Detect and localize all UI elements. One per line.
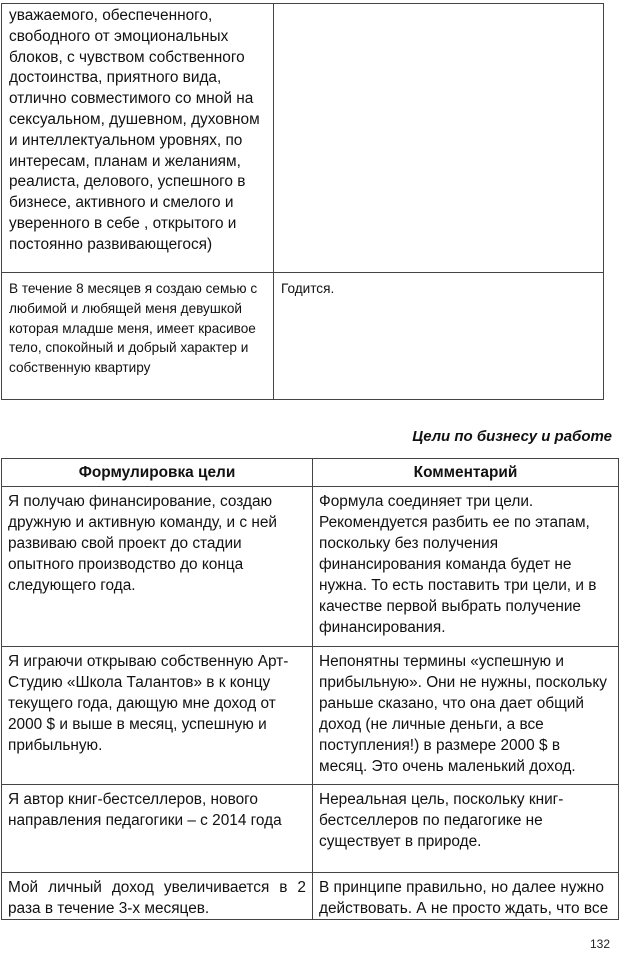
column-header-comment: Комментарий [313,459,619,487]
goal-cell: В течение 8 месяцев я создаю семью с любимой и любящей меня девушкой которая младше меня, имеет красивое тело, спокойный и добрый характер и собственную квартиру [2,273,274,400]
goal-cell: Я играючи открываю собственную Арт-Студию «Школа Талантов» в к концу текущего года, дающую мне доход от 2000 $ и выше в месяц, успешную и прибыльную. [2,647,313,785]
relationship-goals-table [1,3,604,400]
goal-cell: Я автор книг-бестселлеров, нового направления педагогики – с 2014 года [2,785,313,873]
table-row [2,785,619,873]
goal-cell: уважаемого, обеспеченного, свободного от эмоциональных блоков, с чувством собственного достоинства, приятного вида, отлично совместимого со мной на сексуальном, душевном, духовном и интеллектуальном уровнях, по интересам, планам и желаниям, реалиста, делового, успешного в бизнесе, активного и смелого и уверенного в себе , открытого и постоянно развивающегося) [2,4,274,273]
goal-cell: Я получаю финансирование, создаю дружную и активную команду, и с ней развиваю свой проект до стадии опытного производство до конца следующего года. [2,487,313,647]
table-row [2,4,604,273]
comment-cell: Нереальная цель, поскольку книг-бестселлеров по педагогике не существует в природе. [313,785,619,873]
comment-cell: Формула соединяет три цели. Рекомендуется разбить ее по этапам, поскольку без получения финансирования команда будет не нужна. То есть поставить три цели, и в качестве первой выбрать получение финансирования. [313,487,619,647]
page-number: 132 [589,937,610,951]
column-header-goal: Формулировка цели [2,459,313,487]
comment-cell: В принципе правильно, но далее нужно действовать. А не просто ждать, что все [313,873,619,920]
section-heading: Цели по бизнесу и работе [412,428,612,445]
table-row [2,873,619,920]
goal-cell: Мой личный доход увеличивается в 2 раза в течение 3-х месяцев. [2,873,313,920]
comment-cell: Непонятны термины «успешную и прибыльную». Они не нужны, поскольку раньше сказано, что она дает общий доход (не личные деньги, а все поступления!) в размере 2000 $ в месяц. Это очень маленький доход. [313,647,619,785]
business-goals-table [1,458,619,920]
table-header-row [2,459,619,487]
comment-cell: Годится. [274,273,604,400]
table-row [2,647,619,785]
comment-cell [274,4,604,273]
table-row [2,273,604,400]
table-row [2,487,619,647]
